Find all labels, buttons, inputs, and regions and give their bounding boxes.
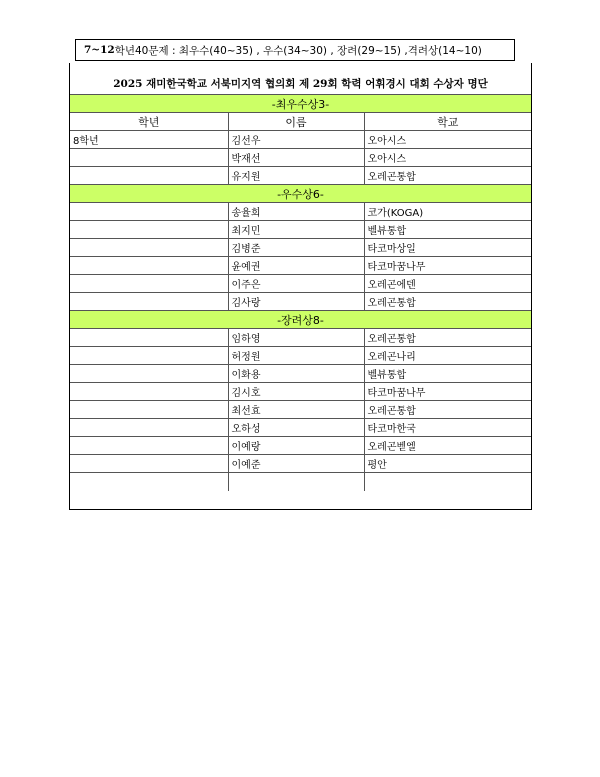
grade-cell <box>70 149 228 167</box>
school-cell: 오아시스 <box>364 131 531 149</box>
grade-cell <box>70 221 228 239</box>
grade-column-header: 학년 <box>70 113 228 131</box>
name-cell: 김사랑 <box>228 293 364 311</box>
name-cell: 최지민 <box>228 221 364 239</box>
grade-cell <box>70 203 228 221</box>
name-cell: 김시호 <box>228 383 364 401</box>
section-header-row <box>70 95 531 113</box>
name-cell: 허정원 <box>228 347 364 365</box>
grade-cell <box>70 437 228 455</box>
table-row <box>70 293 531 311</box>
table-row <box>70 149 531 167</box>
section-title: -장려상8- <box>70 311 531 329</box>
name-cell: 윤예권 <box>228 257 364 275</box>
table-row <box>70 365 531 383</box>
grade-cell <box>70 239 228 257</box>
table-row <box>70 437 531 455</box>
section-header-row <box>70 185 531 203</box>
table-row <box>70 167 531 185</box>
table-row <box>70 401 531 419</box>
school-column-header: 학교 <box>364 113 531 131</box>
grade-cell <box>70 293 228 311</box>
school-cell: 벨뷰통합 <box>364 365 531 383</box>
school-cell: 평안 <box>364 455 531 473</box>
grade-cell <box>70 401 228 419</box>
grade-cell <box>70 275 228 293</box>
table-row <box>70 347 531 365</box>
table-row <box>70 455 531 473</box>
table-row <box>70 275 531 293</box>
table-row <box>70 329 531 347</box>
school-cell <box>364 473 531 491</box>
table-row <box>70 473 531 491</box>
grade-cell <box>70 329 228 347</box>
name-cell: 이예랑 <box>228 437 364 455</box>
school-cell: 코가(KOGA) <box>364 203 531 221</box>
school-cell: 오레곤나리 <box>364 347 531 365</box>
awards-table <box>70 94 531 491</box>
school-cell: 오레곤벧엘 <box>364 437 531 455</box>
name-cell: 이주은 <box>228 275 364 293</box>
name-cell: 박재선 <box>228 149 364 167</box>
name-column-header: 이름 <box>228 113 364 131</box>
school-cell: 타코마꿈나무 <box>364 257 531 275</box>
school-cell: 오레곤에덴 <box>364 275 531 293</box>
grade-cell <box>70 455 228 473</box>
section-title: -최우수상3- <box>70 95 531 113</box>
grade-cell <box>70 347 228 365</box>
table-row <box>70 221 531 239</box>
name-cell: 최선효 <box>228 401 364 419</box>
name-cell: 김병준 <box>228 239 364 257</box>
section-header-row <box>70 311 531 329</box>
grade-cell <box>70 167 228 185</box>
grade-cell <box>70 257 228 275</box>
table-row <box>70 383 531 401</box>
grade-cell: 8학년 <box>70 131 228 149</box>
grade-cell <box>70 383 228 401</box>
name-cell: 오하성 <box>228 419 364 437</box>
name-cell: 이화용 <box>228 365 364 383</box>
school-cell: 타코마한국 <box>364 419 531 437</box>
school-cell: 타코마상일 <box>364 239 531 257</box>
document-title: 2025 재미한국학교 서북미지역 협의회 제 29회 학력 어휘경시 대회 수상자 명단 <box>113 78 488 90</box>
school-cell: 벨뷰통합 <box>364 221 531 239</box>
table-row <box>70 419 531 437</box>
criteria-text: 학년40문제 : 최우수(40~35) , 우수(34~30) , 장려(29~15) ,격려상(14~10) <box>114 44 482 57</box>
school-cell: 오아시스 <box>364 149 531 167</box>
name-cell: 임하영 <box>228 329 364 347</box>
grade-cell <box>70 419 228 437</box>
section-title: -우수상6- <box>70 185 531 203</box>
table-row <box>70 239 531 257</box>
table-row <box>70 257 531 275</box>
table-row <box>70 131 531 149</box>
grade-cell <box>70 473 228 491</box>
name-cell: 이예준 <box>228 455 364 473</box>
award-document <box>69 63 532 510</box>
column-header-row <box>70 113 531 131</box>
school-cell: 오레곤통합 <box>364 167 531 185</box>
name-cell: 김선우 <box>228 131 364 149</box>
school-cell: 오레곤통합 <box>364 329 531 347</box>
name-cell: 유지원 <box>228 167 364 185</box>
school-cell: 오레곤통합 <box>364 293 531 311</box>
school-cell: 타코마꿈나무 <box>364 383 531 401</box>
scoring-criteria-banner <box>75 39 515 61</box>
grade-cell <box>70 365 228 383</box>
school-cell: 오레곤통합 <box>364 401 531 419</box>
name-cell <box>228 473 364 491</box>
name-cell: 송율희 <box>228 203 364 221</box>
grade-range: 7~12 <box>84 44 115 56</box>
table-row <box>70 203 531 221</box>
